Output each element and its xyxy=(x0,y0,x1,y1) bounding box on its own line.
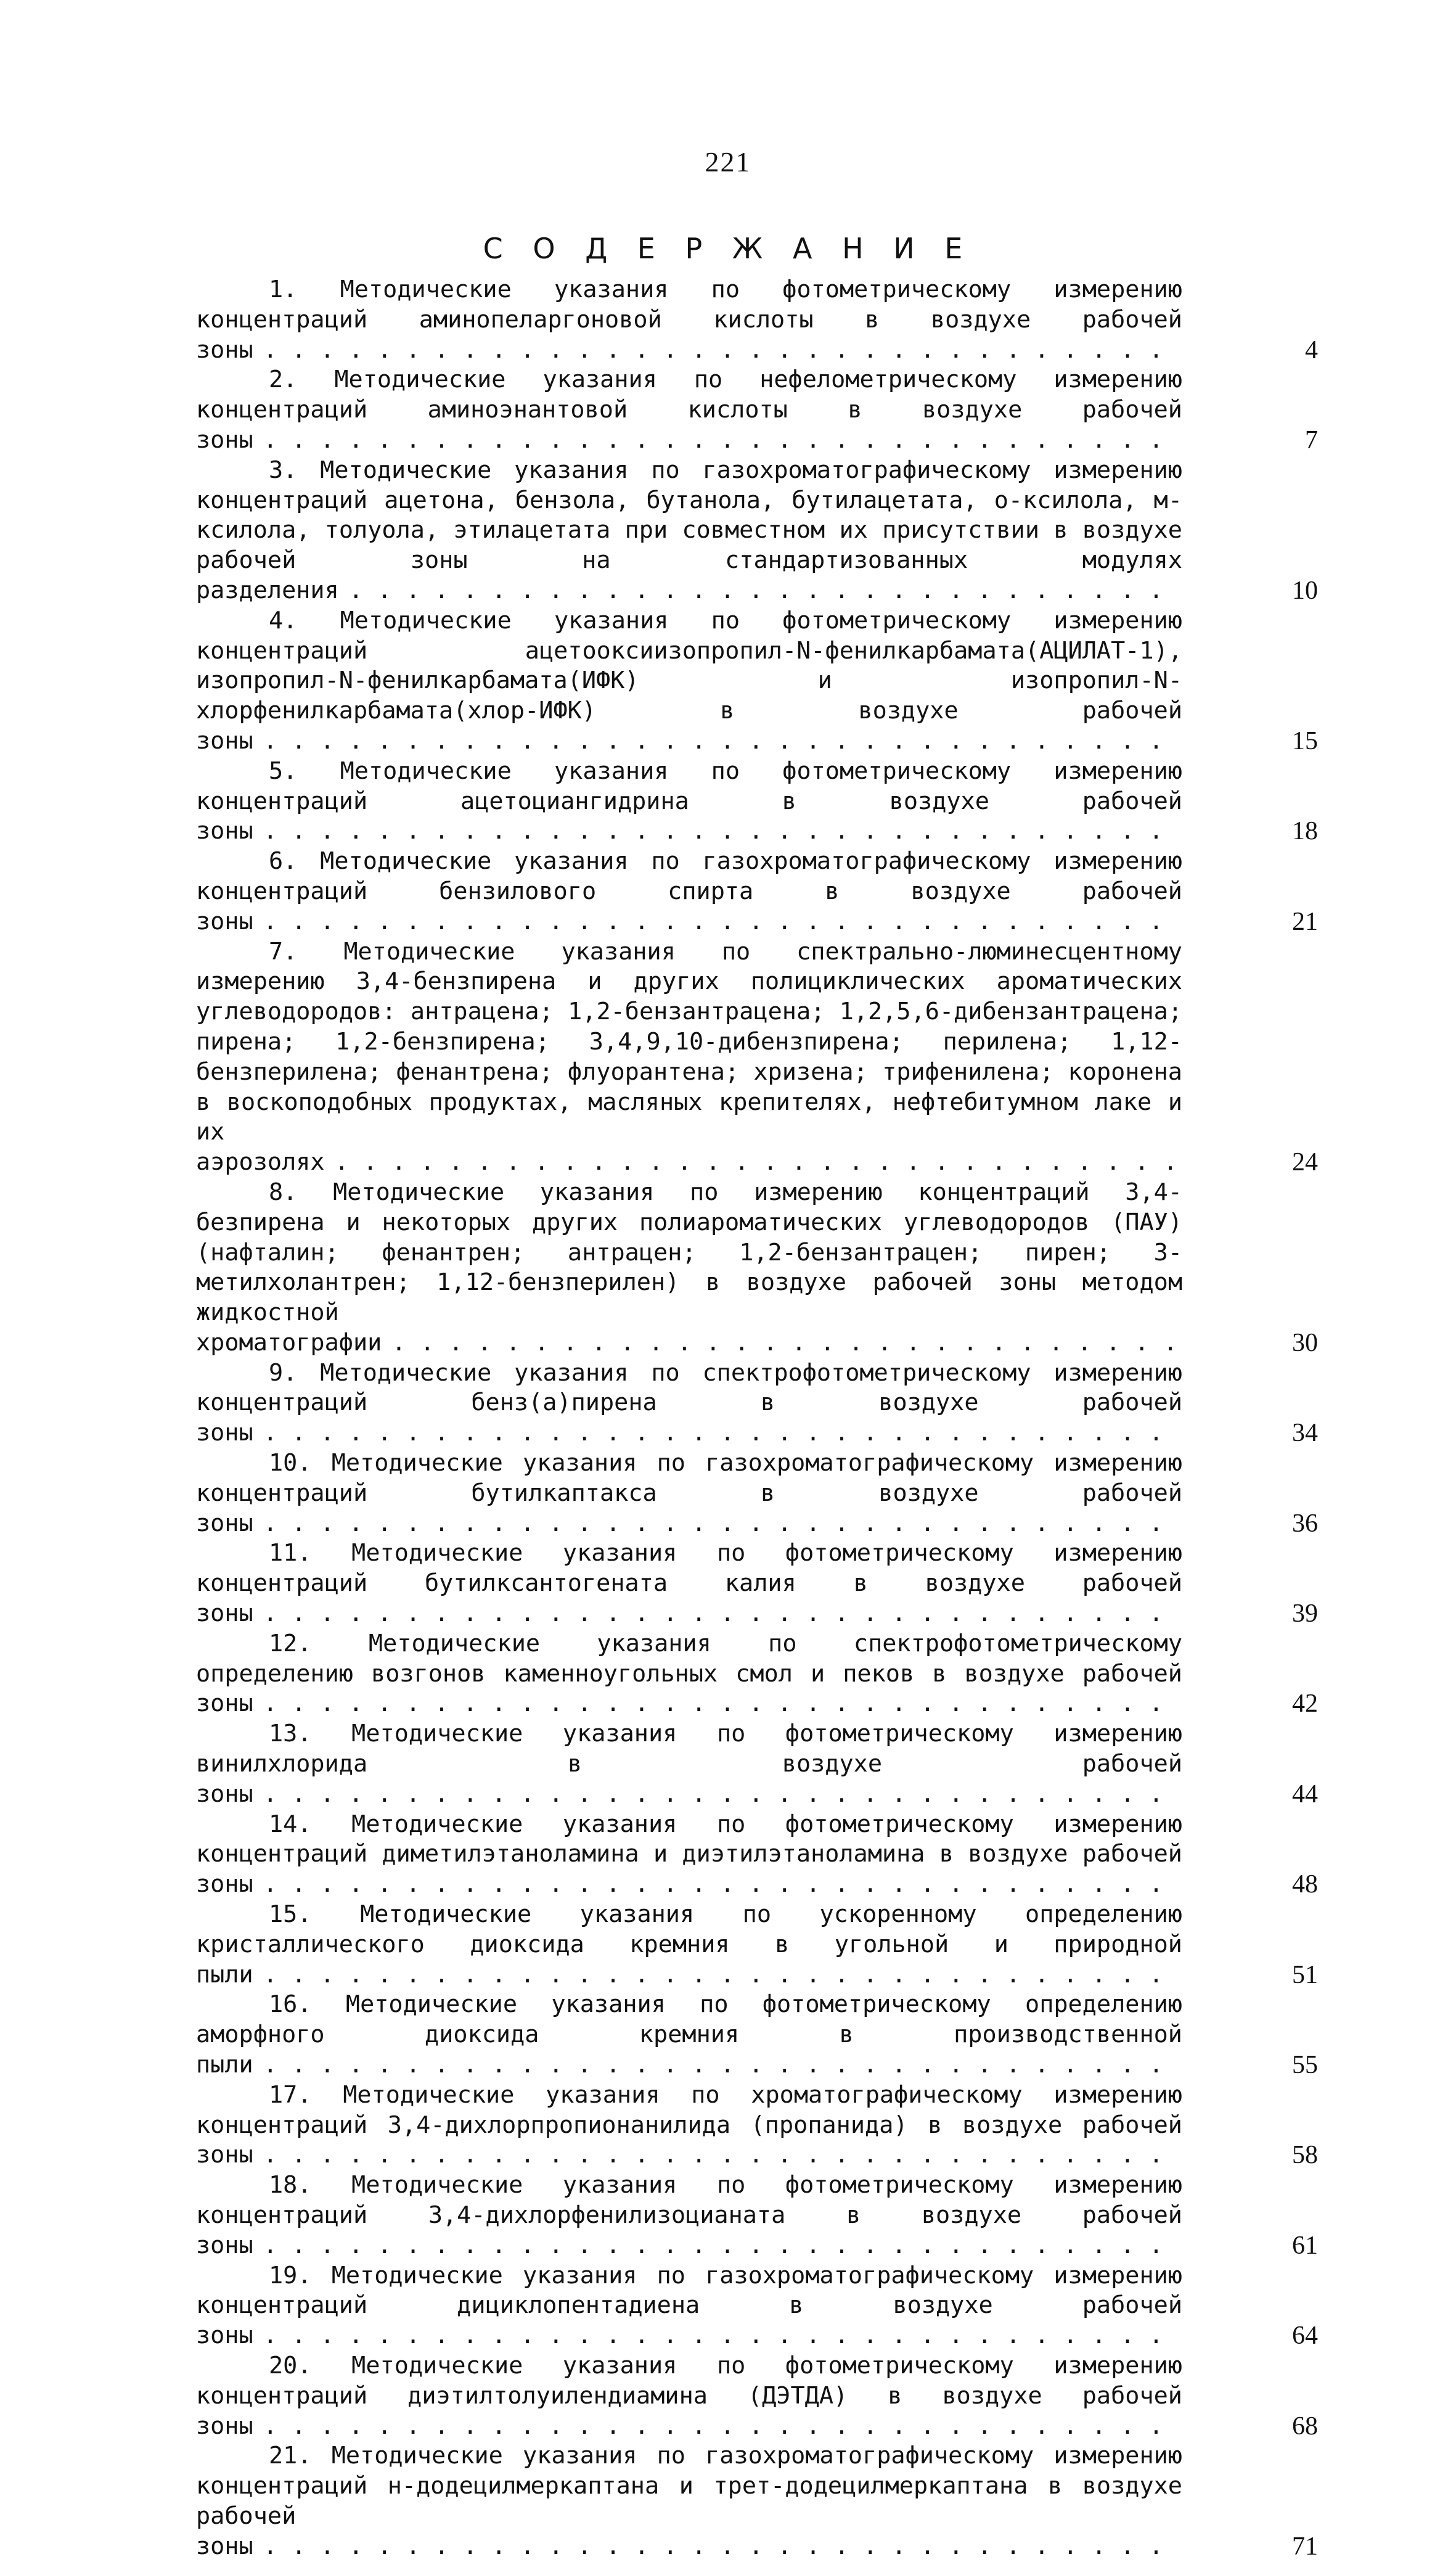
toc-entry xyxy=(196,1448,1318,1538)
toc-entry-number: 16. xyxy=(269,1990,312,2019)
toc-entry-number: 2. xyxy=(269,366,298,394)
toc-entry xyxy=(196,2441,1318,2561)
toc-entry xyxy=(196,847,1318,937)
toc-entry-text: Методические указания по фотометрическому измерению винилхлорида в воздухе рабочей зоны xyxy=(196,1720,1182,1808)
toc-entry-title xyxy=(196,937,1182,1178)
toc-entry-number: 1. xyxy=(269,276,298,303)
toc-entry-title xyxy=(196,1178,1182,1358)
toc-entry-page: 55 xyxy=(1195,2050,1318,2080)
toc-entry-title xyxy=(196,1629,1182,1719)
toc-entry xyxy=(196,2351,1318,2441)
toc-entry xyxy=(196,1358,1318,1448)
toc-entry-text: Методические указания по фотометрическому измерению концентраций ацетоциангидрина в воздухе рабочей зоны xyxy=(196,757,1182,845)
toc-entry-page: 7 xyxy=(1195,425,1318,456)
toc-entry xyxy=(196,1629,1318,1719)
toc-entry xyxy=(196,937,1318,1178)
toc-entry-text: Методические указания по фотометрическому определению аморфного диоксида кремния в производственной пыли xyxy=(196,1990,1182,2079)
toc-entry-number: 12. xyxy=(269,1629,312,1657)
toc-entry xyxy=(196,757,1318,847)
toc-entry-page: 39 xyxy=(1195,1599,1318,1629)
toc-entry-text: Методические указания по спектрофотометрическому измерению концентраций бенз(а)пирена в воздухе рабочей зоны xyxy=(196,1358,1182,1447)
toc-entry-page: 4 xyxy=(1195,335,1318,366)
toc-entry-number: 6. xyxy=(269,847,298,876)
toc-entry xyxy=(196,1178,1318,1358)
toc-entry xyxy=(196,1990,1318,2080)
toc-entry-page: 68 xyxy=(1195,2412,1318,2442)
toc-entry-title xyxy=(196,2170,1182,2260)
toc-entry-number: 19. xyxy=(269,2261,312,2289)
toc-entry-page: 48 xyxy=(1195,1870,1318,1900)
toc-entry-title xyxy=(196,1990,1182,2080)
toc-entry xyxy=(196,1900,1318,1990)
toc-entry-text: Методические указания по фотометрическому измерению концентраций диэтилтолуилендиамина (ДЭТДА) в воздухе рабочей зоны xyxy=(196,2351,1182,2440)
page-number: 221 xyxy=(705,146,751,178)
toc-entry-title xyxy=(196,365,1182,455)
toc-entry xyxy=(196,2080,1318,2170)
toc-entry-page: 21 xyxy=(1195,907,1318,937)
toc-entry-title xyxy=(196,1448,1182,1538)
toc-entry-number: 18. xyxy=(269,2171,312,2199)
toc-entry-text: Методические указания по фотометрическому измерению концентраций диметилэтаноламина и диэтилэтаноламина в воздухе рабочей зоны xyxy=(196,1810,1182,1899)
toc-entry-page: 58 xyxy=(1195,2140,1318,2170)
toc-entry-number: 10. xyxy=(269,1449,312,1477)
toc-entry-number: 5. xyxy=(269,757,298,785)
toc-entry-page: 51 xyxy=(1195,1960,1318,1990)
toc-entry-title xyxy=(196,606,1182,757)
toc-entry-text: Методические указания по хроматографическому измерению концентраций 3,4-дихлорпропионанилида (пропанида) в воздухе рабочей зоны xyxy=(196,2080,1182,2169)
toc-entry-text: Методические указания по фотометрическому измерению концентраций ацетооксиизопропил-N-фенилкарбамата(АЦИЛАТ-1), изопропил-N-фенилкарбамата(ИФК) и изопропил-N-хлорфенилкарбамата(хлор-ИФК) в воздухе рабочей зоны xyxy=(196,606,1182,755)
toc-entry-title xyxy=(196,456,1182,606)
toc-entry-text: Методические указания по газохроматографическому измерению концентраций бензилового спирта в воздухе рабочей зоны xyxy=(196,847,1182,935)
toc-entry-number: 21. xyxy=(269,2442,312,2470)
toc-entry-title xyxy=(196,1900,1182,1990)
toc-entry-number: 3. xyxy=(269,456,298,484)
toc-entry-text: Методические указания по измерению концентраций 3,4-безпирена и некоторых других полиароматических углеводородов (ПАУ) (нафталин; фенантрен; антрацен; 1,2-бензантрацен; пирен; 3-метилхолантрен; 1,12-бензперилен) в воздухе рабочей зоны методом жидкостной хроматографии xyxy=(196,1178,1182,1357)
toc-entry xyxy=(196,2261,1318,2351)
toc-entry-text: Методические указания по фотометрическому измерению концентраций аминопеларгоновой кислоты в воздухе рабочей зоны xyxy=(196,276,1182,364)
toc-entry-text: Методические указания по газохроматографическому измерению концентраций ацетона, бензола, бутанола, бутилацетата, о-ксилола, м-ксилола, толуола, этилацетата при совместном их присутствии в воздухе рабочей зоны на стандартизованных модулях разделения xyxy=(196,456,1182,604)
toc-entry-title xyxy=(196,1810,1182,1900)
toc-entry-page: 34 xyxy=(1195,1418,1318,1448)
toc-entry-page: 36 xyxy=(1195,1509,1318,1539)
toc-entry xyxy=(196,275,1318,365)
toc-entry-title xyxy=(196,1719,1182,1809)
toc-entry-title xyxy=(196,757,1182,847)
toc-entry xyxy=(196,456,1318,606)
toc-entry-text: Методические указания по фотометрическому измерению концентраций бутилксантогената калия в воздухе рабочей зоны xyxy=(196,1539,1182,1628)
toc-entry-title xyxy=(196,2441,1182,2561)
toc-entry-number: 13. xyxy=(269,1720,312,1748)
toc-entry-number: 7. xyxy=(269,937,298,966)
toc-entry-title xyxy=(196,1538,1182,1628)
toc-entry-page: 42 xyxy=(1195,1689,1318,1719)
toc-entry-title xyxy=(196,847,1182,937)
toc-entry-page: 71 xyxy=(1195,2532,1318,2562)
toc-entry xyxy=(196,365,1318,455)
toc-entry xyxy=(196,606,1318,757)
toc-entry-page: 61 xyxy=(1195,2231,1318,2261)
toc-entry-number: 8. xyxy=(269,1178,298,1206)
toc-entry-title xyxy=(196,2261,1182,2351)
toc-entry-text: Методические указания по спектрально-люминесцентному измерению 3,4-бензпирена и других полициклических ароматических углеводородов: антрацена; 1,2-бензантрацена; 1,2,5,6-дибензантрацена; пирена; 1,2-бензпирена; 3,4,9,10-дибензпирена; перилена; 1,12-бензперилена; фенантрена; флуорантена; хризена; трифенилена; коронена в воскоподобных продуктах, масляных крепителях, нефтебитумном лаке и их аэрозолях xyxy=(196,937,1182,1176)
toc-entry-page: 64 xyxy=(1195,2321,1318,2351)
toc-entry-text: Методические указания по нефелометрическому измерению концентраций аминоэнантовой кислоты в воздухе рабочей зоны xyxy=(196,366,1182,454)
toc-entry xyxy=(196,1538,1318,1628)
toc-entry-number: 4. xyxy=(269,606,298,634)
toc-entry-number: 14. xyxy=(269,1810,312,1838)
toc-entry-text: Методические указания по фотометрическому измерению концентраций 3,4-дихлорфенилизоцианата в воздухе рабочей зоны xyxy=(196,2171,1182,2259)
toc-entry-title xyxy=(196,2080,1182,2170)
toc-entry-number: 15. xyxy=(269,1900,312,1929)
toc-entry xyxy=(196,2170,1318,2260)
toc-entry xyxy=(196,1719,1318,1809)
toc-entry-text: Методические указания по спектрофотометрическому определению возгонов каменноугольных смол и пеков в воздухе рабочей зоны xyxy=(196,1629,1182,1718)
toc-entry-page: 10 xyxy=(1195,576,1318,606)
toc-entry-title xyxy=(196,275,1182,365)
toc-entry xyxy=(196,1810,1318,1900)
toc-entry-text: Методические указания по газохроматографическому измерению концентраций бутилкаптакса в воздухе рабочей зоны xyxy=(196,1449,1182,1537)
table-of-contents xyxy=(196,275,1318,2562)
toc-entry-title xyxy=(196,1358,1182,1448)
toc-entry-page: 24 xyxy=(1195,1148,1318,1178)
toc-entry-text: Методические указания по ускоренному определению кристаллического диоксида кремния в угольной и природной пыли xyxy=(196,1900,1182,1989)
page-title: С О Д Е Р Ж А Н И Е xyxy=(483,232,973,265)
toc-entry-title xyxy=(196,2351,1182,2441)
toc-entry-page: 15 xyxy=(1195,726,1318,757)
toc-entry-text: Методические указания по газохроматографическому измерению концентраций дициклопентадиена в воздухе рабочей зоны xyxy=(196,2261,1182,2350)
toc-entry-text: Методические указания по газохроматографическому измерению концентраций н-додецилмеркаптана и трет-додецилмеркаптана в воздухе рабочей зоны xyxy=(196,2442,1182,2560)
toc-entry-page: 18 xyxy=(1195,816,1318,847)
toc-entry-number: 17. xyxy=(269,2080,312,2109)
toc-entry-page: 44 xyxy=(1195,1780,1318,1810)
toc-entry-number: 9. xyxy=(269,1358,298,1387)
toc-entry-page: 30 xyxy=(1195,1328,1318,1358)
toc-entry-number: 11. xyxy=(269,1539,312,1567)
toc-entry-number: 20. xyxy=(269,2351,312,2379)
